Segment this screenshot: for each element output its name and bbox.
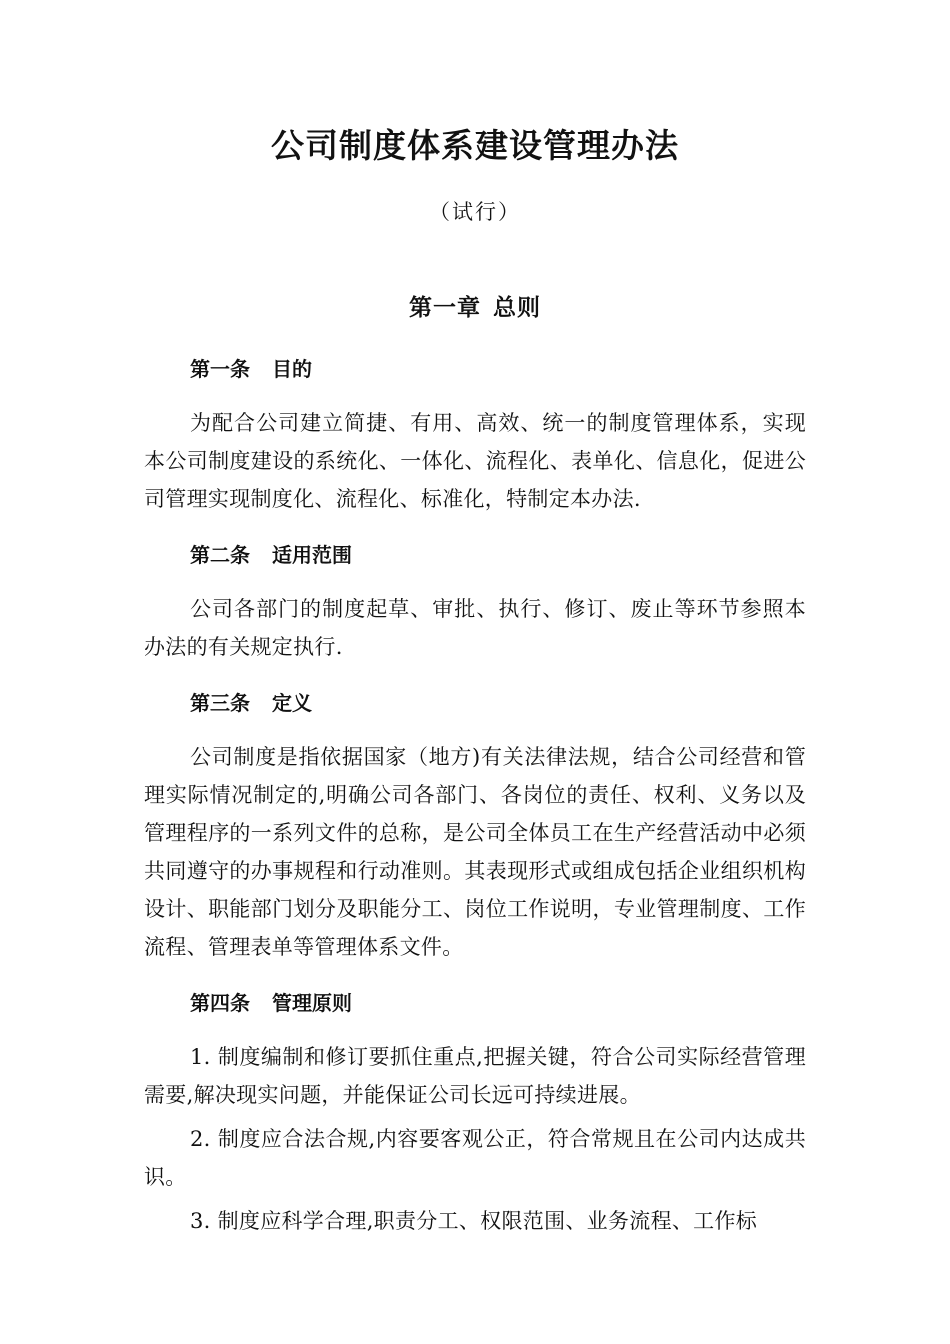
article-2 xyxy=(144,538,806,666)
article-heading xyxy=(190,352,806,386)
article-1 xyxy=(144,352,806,518)
article-paragraph: 为配合公司建立简捷、有用、高效、统一的制度管理体系，实现本公司制度建设的系统化、一体化、流程化、表单化、信息化，促进公司管理实现制度化、流程化、标准化，特制定本办法. xyxy=(144,411,806,511)
article-number: 第一条 xyxy=(190,357,250,381)
article-title: 定义 xyxy=(272,691,312,715)
article-number: 第二条 xyxy=(190,543,250,567)
document-title: 公司制度体系建设管理办法 xyxy=(271,126,679,165)
document-body xyxy=(144,352,806,1246)
chapter-number: 第一章 xyxy=(409,294,481,321)
article-paragraph: 公司各部门的制度起草、审批、执行、修订、废止等环节参照本办法的有关规定执行. xyxy=(144,597,806,659)
article-number: 第四条 xyxy=(190,991,250,1015)
article-heading xyxy=(190,986,806,1020)
article-title: 目的 xyxy=(272,357,312,381)
numbered-clause-1: 1. 制度编制和修订要抓住重点,把握关键，符合公司实际经营管理需要,解决现实问题，并能保证公司长远可持续进展。 xyxy=(144,1045,806,1107)
article-3 xyxy=(144,686,806,966)
article-title: 管理原则 xyxy=(272,991,352,1015)
article-heading xyxy=(190,686,806,720)
article-4 xyxy=(144,986,806,1240)
article-title: 适用范围 xyxy=(272,543,352,567)
chapter-title xyxy=(0,291,950,325)
numbered-clause-2: 2. 制度应合法合规,内容要客观公正，符合常规且在公司内达成共识。 xyxy=(144,1127,806,1189)
chapter-name: 总则 xyxy=(493,294,541,321)
numbered-clause-3: 3. 制度应科学合理,职责分工、权限范围、业务流程、工作标 xyxy=(190,1209,758,1233)
article-paragraph: 公司制度是指依据国家（地方)有关法律法规，结合公司经营和管理实际情况制定的,明确公司各部门、各岗位的责任、权利、义务以及管理程序的一系列文件的总称，是公司全体员工在生产经营活动中必须共同遵守的办事规程和行动准则。其表现形式或组成包括企业组织机构设计、职能部门划分及职能分工、岗位工作说明，专业管理制度、工作流程、管理表单等管理体系文件。 xyxy=(144,745,806,959)
article-number: 第三条 xyxy=(190,691,250,715)
article-heading xyxy=(190,538,806,572)
document-subtitle: （试行） xyxy=(429,200,521,224)
